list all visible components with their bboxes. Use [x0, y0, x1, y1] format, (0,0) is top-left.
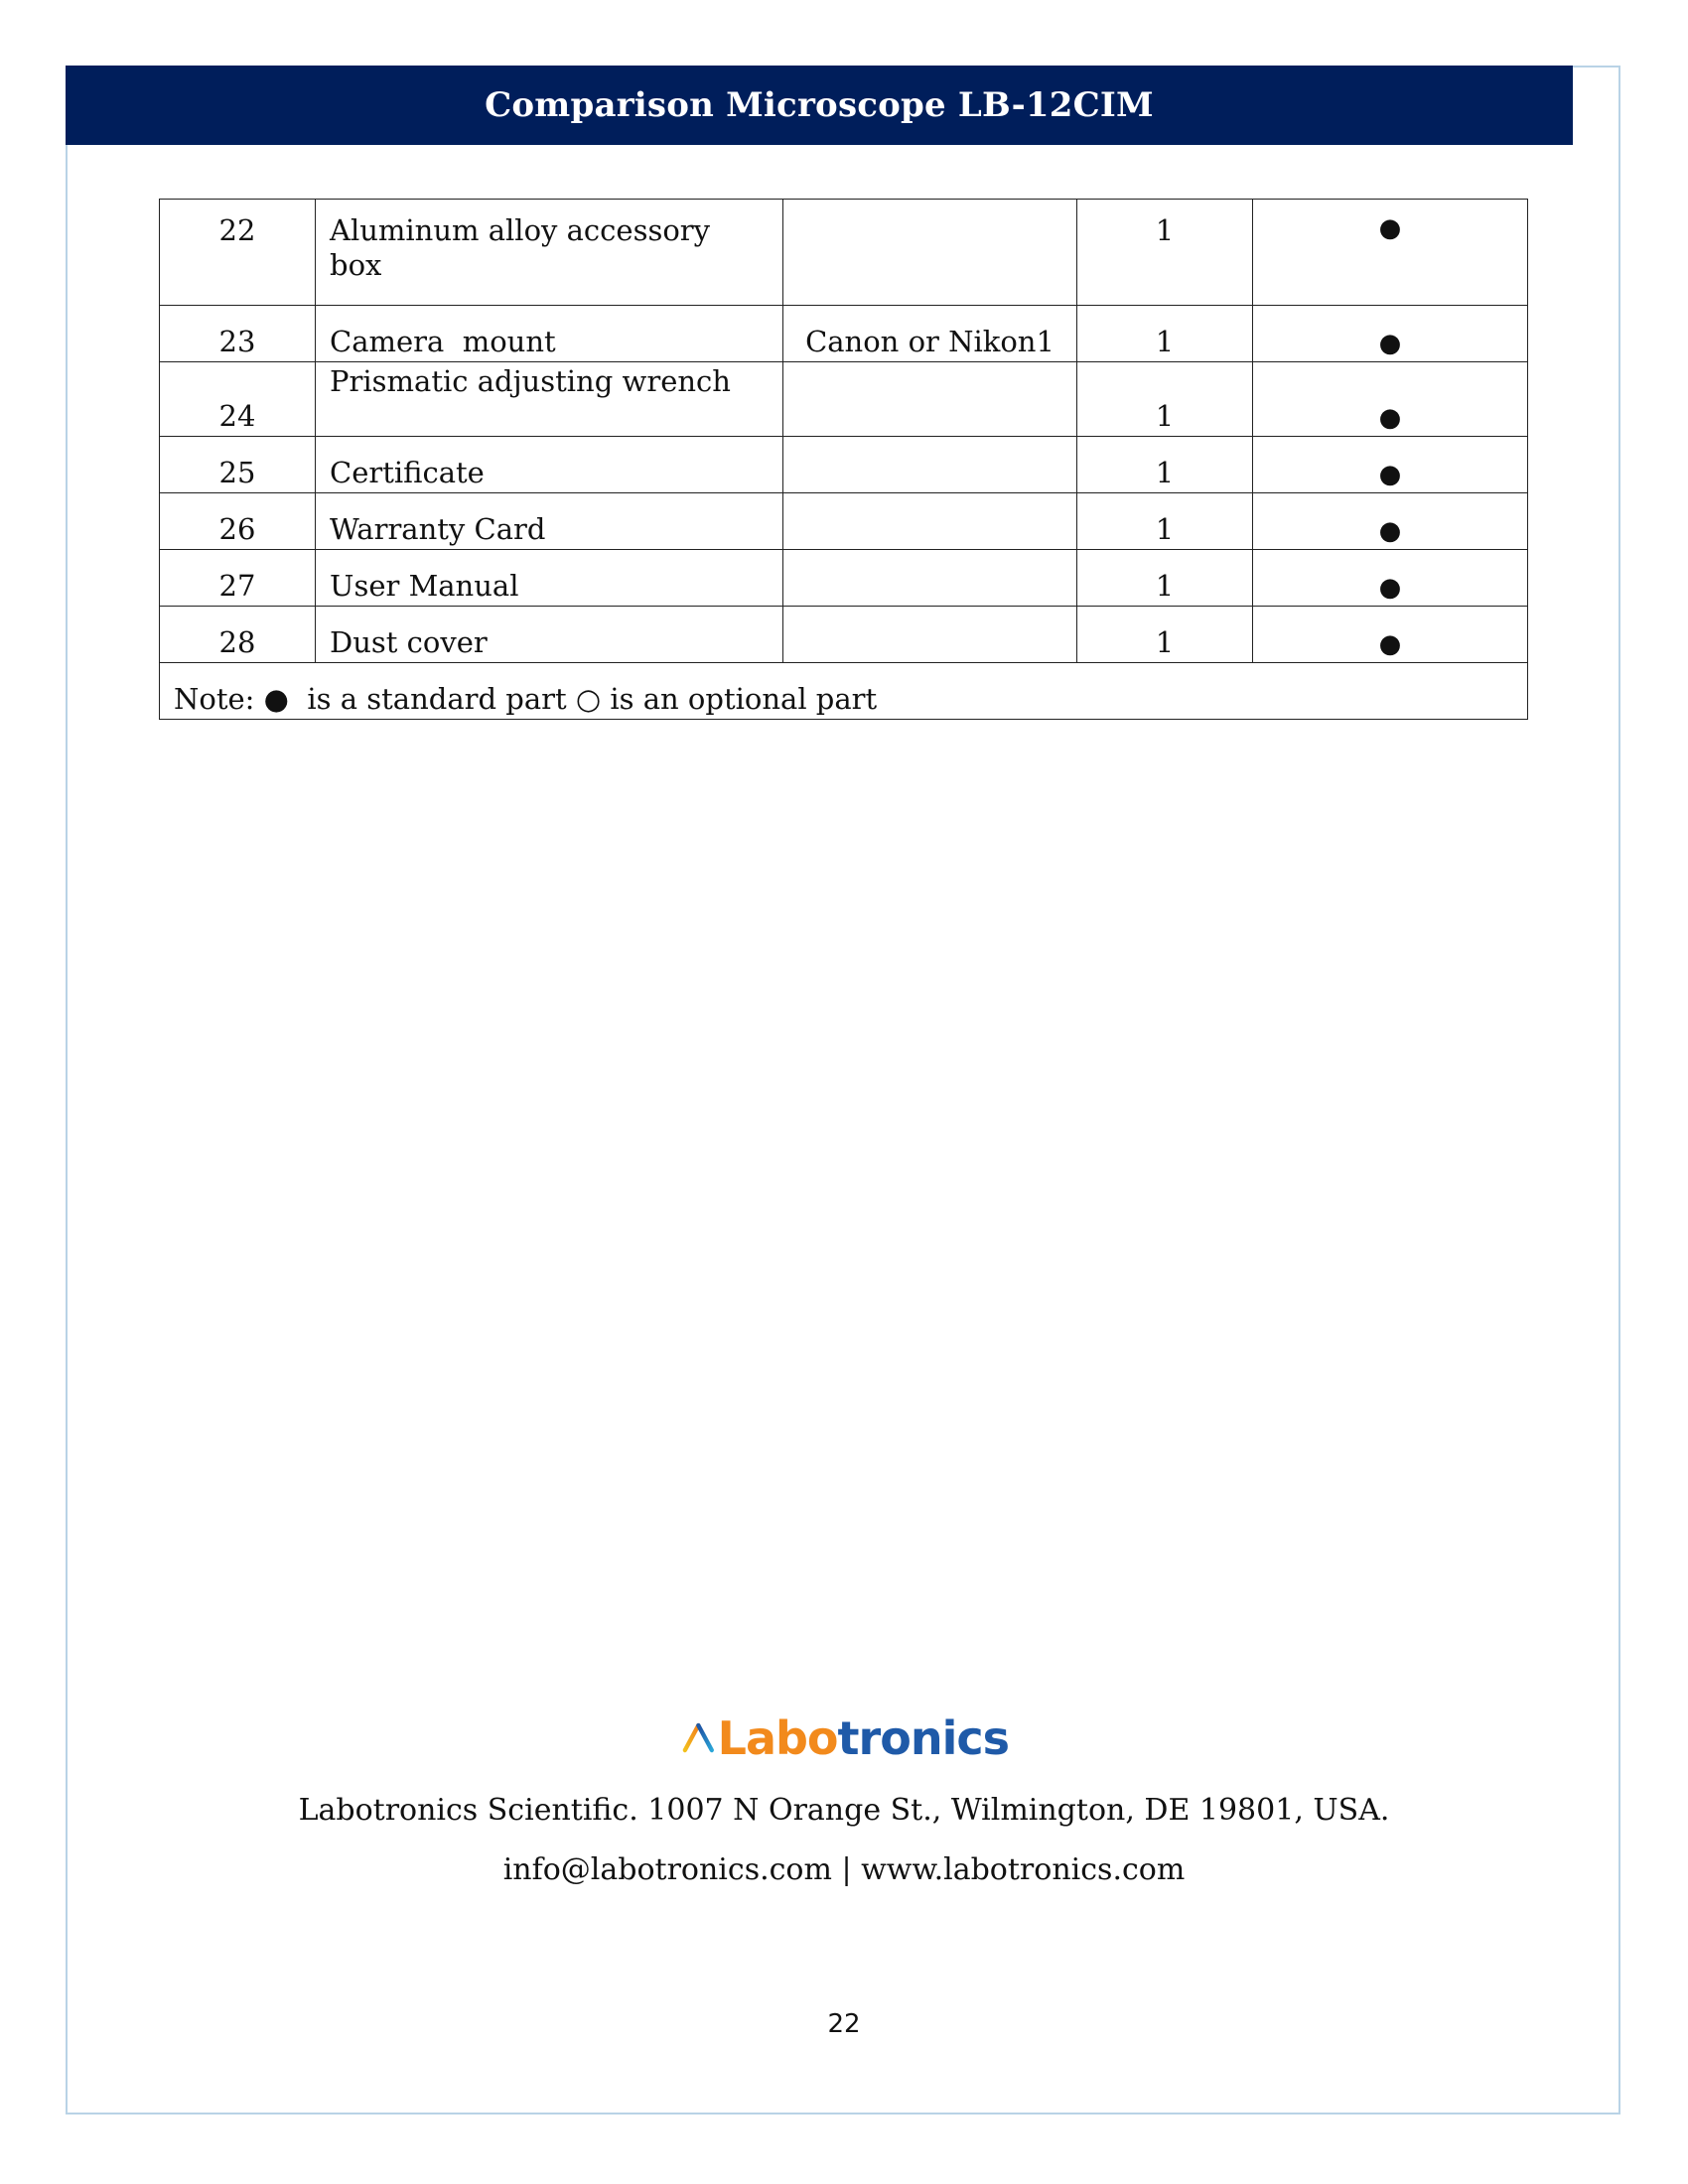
item-spec — [783, 493, 1077, 550]
item-name: Certificate — [316, 437, 783, 493]
page-title: Comparison Microscope LB-12CIM — [485, 85, 1154, 125]
standard-part-mark: ● — [1253, 607, 1528, 663]
item-quantity: 1 — [1077, 306, 1253, 362]
item-name: User Manual — [316, 550, 783, 607]
logo-wordmark — [718, 1711, 1009, 1765]
item-quantity: 1 — [1077, 550, 1253, 607]
item-quantity: 1 — [1077, 493, 1253, 550]
table-row — [160, 493, 1528, 550]
table-note: Note: ● is a standard part ○ is an optional part — [160, 663, 1528, 720]
item-spec — [783, 437, 1077, 493]
item-name: Warranty Card — [316, 493, 783, 550]
item-quantity: 1 — [1077, 362, 1253, 437]
item-number: 26 — [160, 493, 316, 550]
header-bar — [66, 66, 1573, 145]
item-quantity: 1 — [1077, 607, 1253, 663]
standard-part-mark: ● — [1253, 437, 1528, 493]
item-number: 28 — [160, 607, 316, 663]
item-spec — [783, 550, 1077, 607]
item-spec: Canon or Nikon1 — [783, 306, 1077, 362]
item-name: Dust cover — [316, 607, 783, 663]
standard-part-mark: ● — [1253, 362, 1528, 437]
item-number: 25 — [160, 437, 316, 493]
logo-text-tronics: tronics — [837, 1711, 1009, 1765]
item-name: Aluminum alloy accessory box — [316, 200, 783, 306]
table-note-row — [160, 663, 1528, 720]
standard-part-mark: ● — [1253, 493, 1528, 550]
table-row — [160, 437, 1528, 493]
item-spec — [783, 200, 1077, 306]
item-spec — [783, 362, 1077, 437]
table-row — [160, 200, 1528, 306]
table-row — [160, 362, 1528, 437]
item-quantity: 1 — [1077, 200, 1253, 306]
parts-table — [159, 199, 1528, 720]
standard-part-mark: ● — [1253, 550, 1528, 607]
standard-part-mark: ● — [1253, 306, 1528, 362]
item-number: 23 — [160, 306, 316, 362]
item-quantity: 1 — [1077, 437, 1253, 493]
table-row — [160, 550, 1528, 607]
footer-contact: info@labotronics.com | www.labotronics.com — [502, 1852, 1186, 1887]
item-number: 27 — [160, 550, 316, 607]
item-number: 24 — [160, 362, 316, 437]
item-number: 22 — [160, 200, 316, 306]
table-row — [160, 306, 1528, 362]
logo-text-labo: Labo — [717, 1711, 838, 1765]
item-name: Camera mount — [316, 306, 783, 362]
labotronics-logo — [681, 1704, 1009, 1773]
footer-address: Labotronics Scientific. 1007 N Orange St., Wilmington, DE 19801, USA. — [298, 1793, 1390, 1828]
table-row — [160, 607, 1528, 663]
triangle-logo-icon — [681, 1706, 716, 1771]
item-name: Prismatic adjusting wrench — [316, 362, 783, 437]
item-spec — [783, 607, 1077, 663]
page-number: 22 — [827, 2009, 861, 2039]
standard-part-mark: ● — [1253, 200, 1528, 306]
